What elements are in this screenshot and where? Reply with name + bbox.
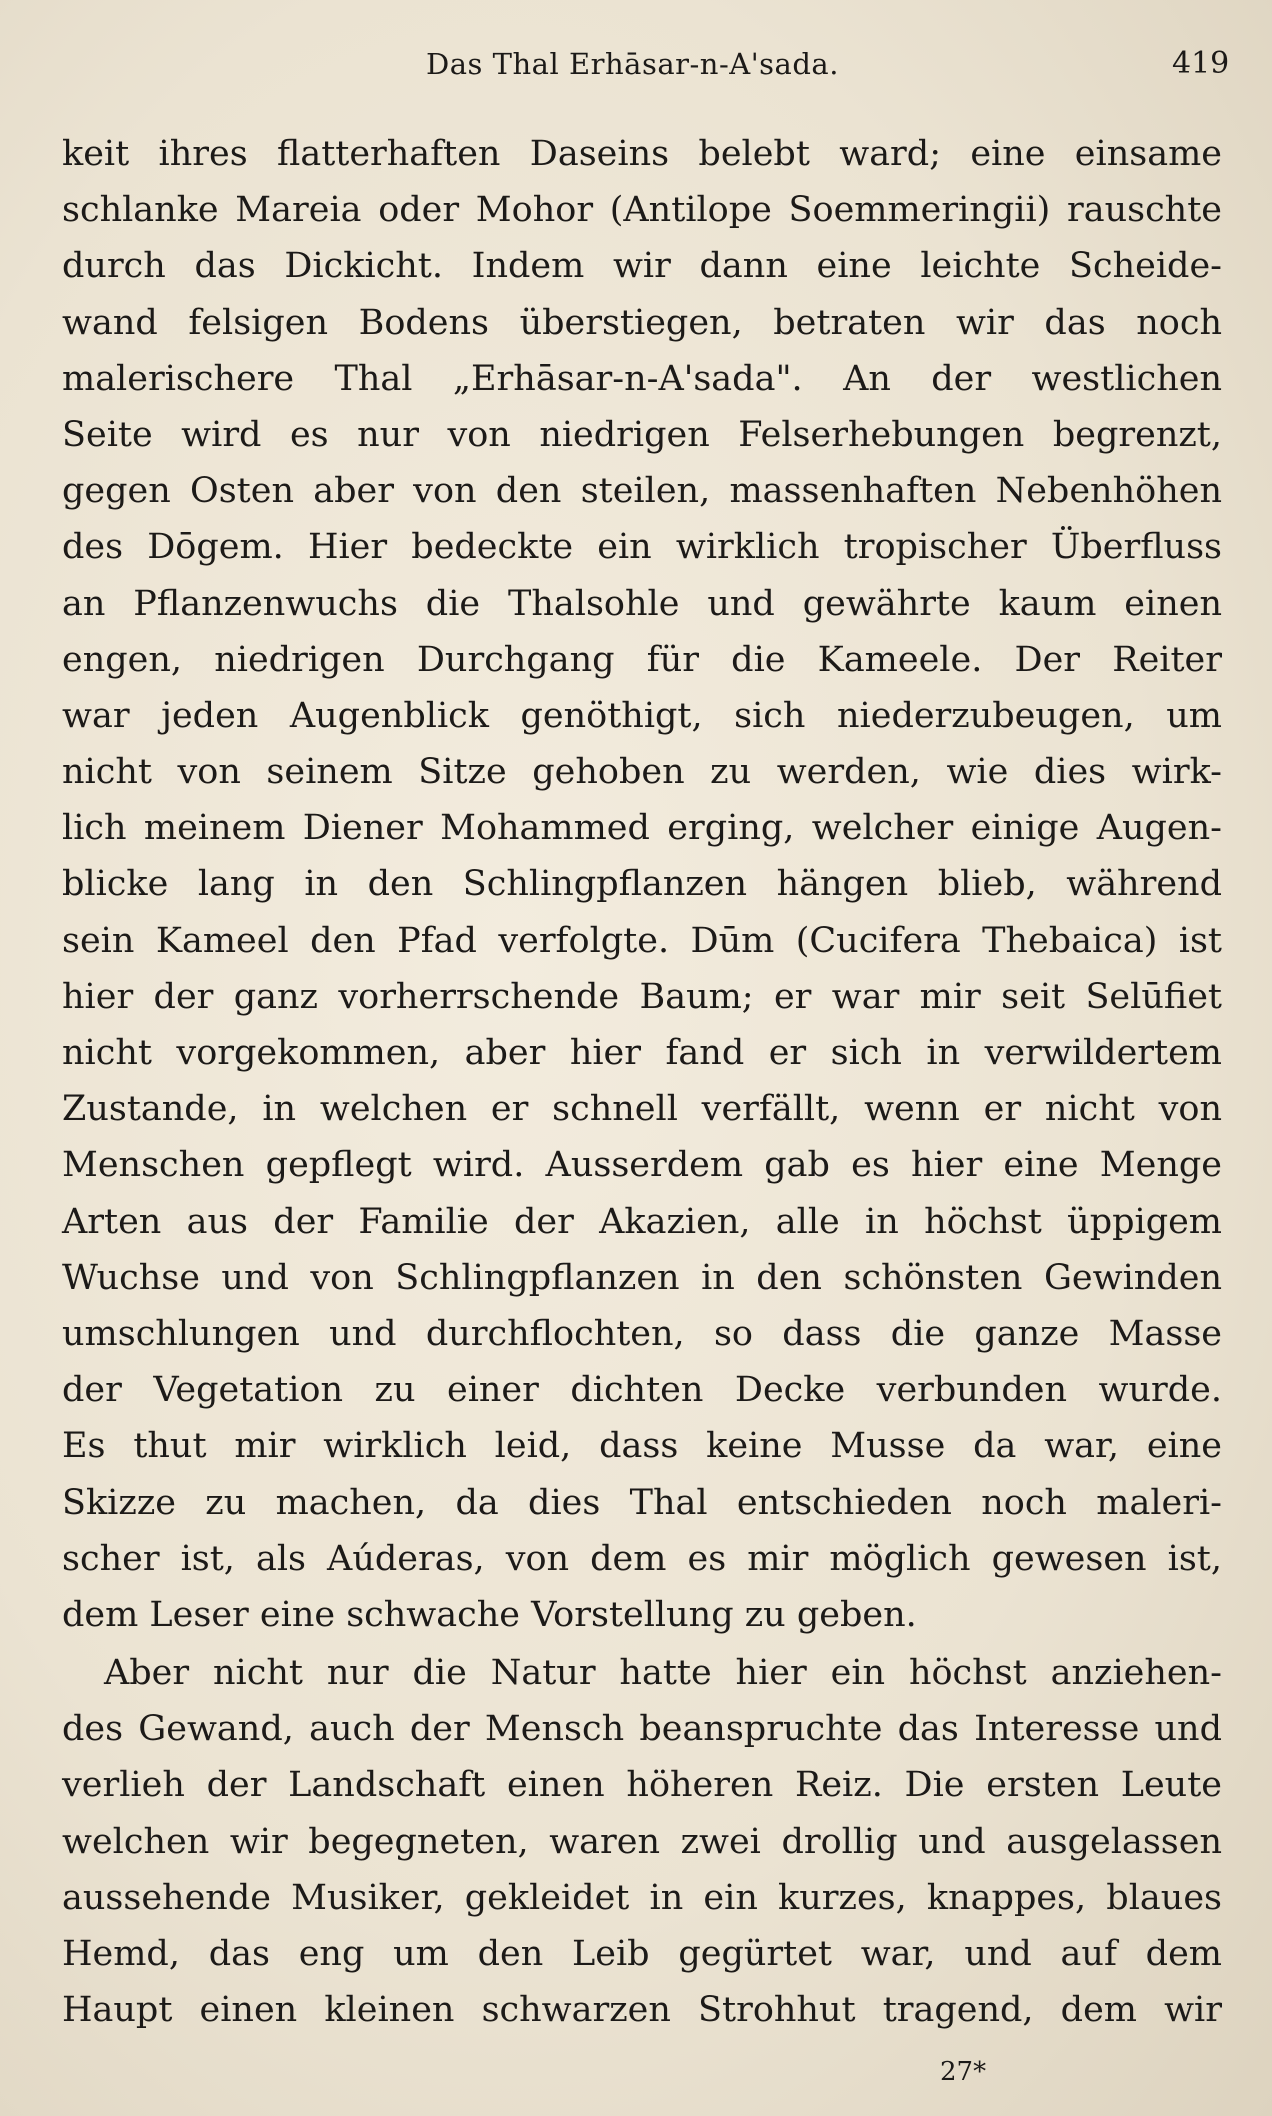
paragraph-end-line: dem Leser eine schwache Vorstellung zu geben. [62,1594,917,1635]
text-line: gegen Osten aber von den steilen, massenhaften Nebenhöhen [62,471,1222,512]
text-line: malerischere Thal „Erhāsar-n-A'sada". An der westlichen [62,358,1222,399]
text-line: engen, niedrigen Durchgang für die Kameele. Der Reiter [62,639,1222,680]
text-line: lich meinem Diener Mohammed erging, welcher einige Augen- [62,808,1222,849]
body-text [62,126,1222,2038]
text-line: nicht von seinem Sitze gehoben zu werden, wie dies wirk- [62,752,1222,793]
text-line: der Vegetation zu einer dichten Decke verbunden wurde. [62,1370,1222,1411]
text-line: Wuchse und von Schlingpflanzen in den schönsten Gewinden [62,1257,1222,1298]
text-line: aussehende Musiker, gekleidet in ein kurzes, knappes, blaues [62,1877,1222,1918]
running-head [0,44,1272,92]
text-line: nicht vorgekommen, aber hier fand er sich in verwildertem [62,1033,1222,1073]
text-line: umschlungen und durchflochten, so dass die ganze Masse [62,1313,1222,1354]
text-line: durch das Dickicht. Indem wir dann eine leichte Scheide- [62,246,1222,287]
text-line: scher ist, als Aúderas, von dem es mir möglich gewesen ist, [62,1538,1222,1579]
text-line: Hemd, das eng um den Leib gegürtet war, und auf dem [62,1934,1222,1974]
text-line: wand felsigen Bodens überstiegen, betraten wir das noch [62,302,1222,343]
text-line: sein Kameel den Pfad verfolgte. Dūm (Cucifera Thebaica) ist [62,920,1222,961]
paragraph-start-line: Aber nicht nur die Natur hatte hier ein höchst anziehen- [104,1653,1222,1694]
text-line: Seite wird es nur von niedrigen Felserhebungen begrenzt, [62,414,1222,455]
text-line: des Gewand, auch der Mensch beanspruchte das Interesse und [62,1709,1222,1750]
text-line: schlanke Mareia oder Mohor (Antilope Soemmeringii) rauschte [62,190,1222,231]
text-line: des Dōgem. Hier bedeckte ein wirklich tropischer Überfluss [62,527,1222,568]
text-line: war jeden Augenblick genöthigt, sich niederzubeugen, um [62,695,1222,736]
text-line: keit ihres flatterhaften Daseins belebt ward; eine einsame [62,134,1222,174]
text-line: Es thut mir wirklich leid, dass keine Musse da war, eine [62,1426,1222,1467]
page-number: 419 [1172,46,1230,81]
text-line: an Pflanzenwuchs die Thalsohle und gewährte kaum einen [62,583,1222,624]
text-line: Skizze zu machen, da dies Thal entschieden noch maleri- [62,1482,1222,1523]
text-line: welchen wir begegneten, waren zwei drollig und ausgelassen [62,1821,1222,1862]
text-line: hier der ganz vorherrschende Baum; er war mir seit Selūfiet [62,976,1222,1017]
text-line: Arten aus der Familie der Akazien, alle in höchst üppigem [62,1201,1222,1242]
signature-mark: 27* [940,2057,987,2087]
text-line: Zustande, in welchen er schnell verfällt, wenn er nicht von [62,1089,1222,1130]
running-title: Das Thal Erhāsar-n-A'sada. [426,47,839,81]
text-line: Menschen gepflegt wird. Ausserdem gab es hier eine Menge [62,1145,1222,1186]
text-line: blicke lang in den Schlingpflanzen hängen blieb, während [62,864,1222,905]
text-line: Haupt einen kleinen schwarzen Strohhut tragend, dem wir [62,1990,1222,2031]
text-line: verlieh der Landschaft einen höheren Reiz. Die ersten Leute [62,1765,1222,1806]
